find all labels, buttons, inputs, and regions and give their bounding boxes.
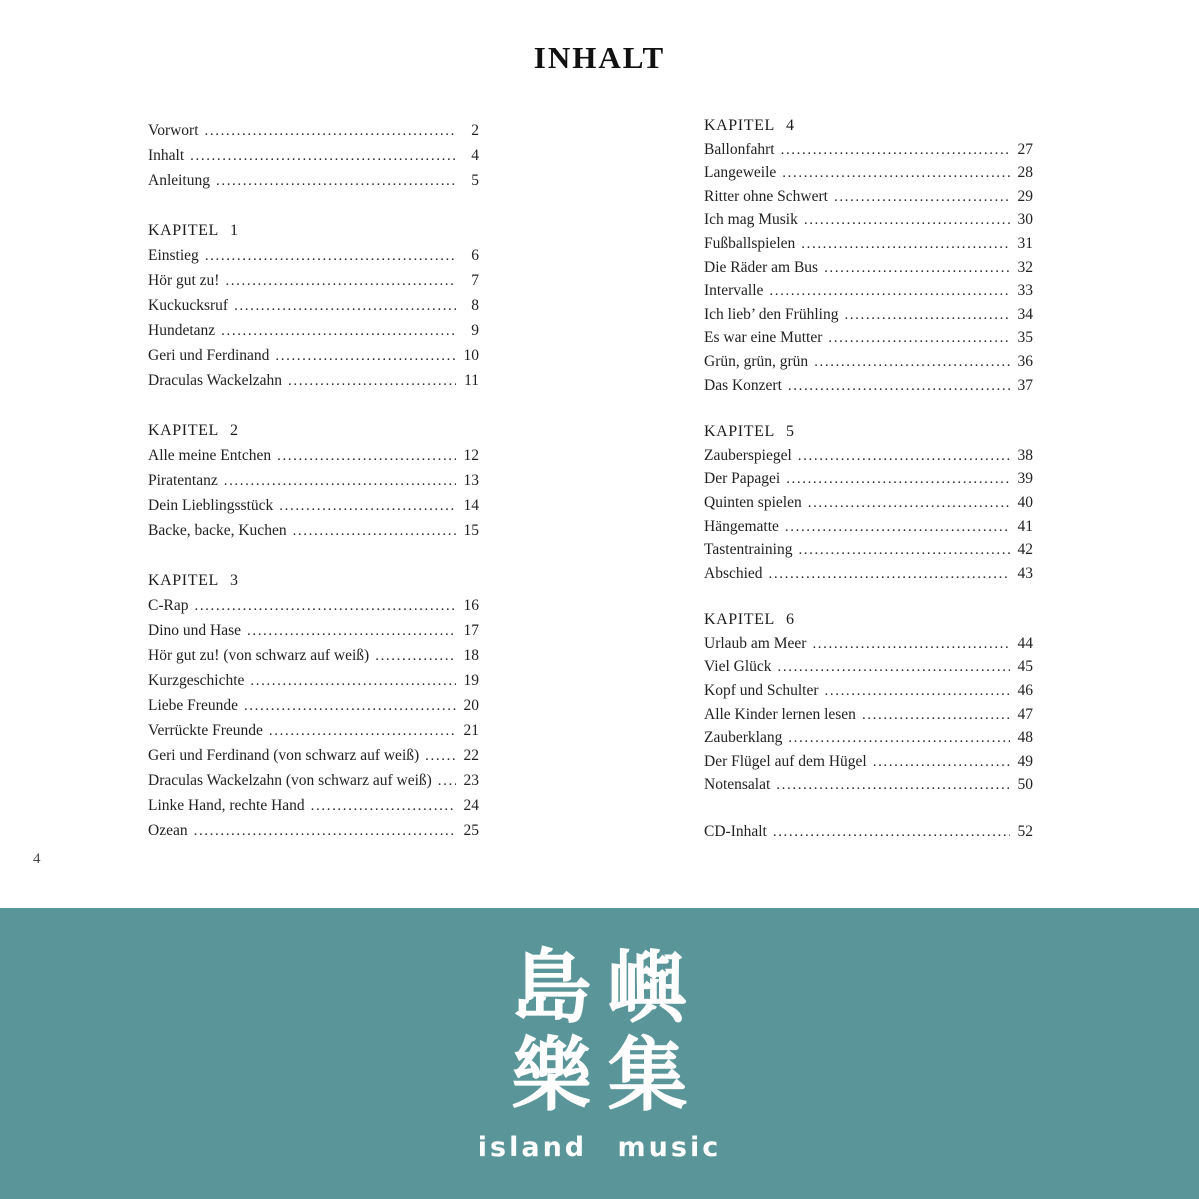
toc-entry: [704, 377, 1033, 401]
toc-entry-page: 15: [463, 522, 479, 539]
dot-leader: [824, 259, 1010, 277]
toc-entry-title: Geri und Ferdinand: [148, 347, 270, 364]
toc-entry: [148, 347, 479, 372]
toc-entry: [148, 672, 479, 697]
toc-entry-title: Liebe Freunde: [148, 697, 238, 714]
toc-entry-page: 12: [463, 447, 479, 464]
page-title: INHALT: [533, 40, 666, 75]
toc-entry-title: Anleitung: [148, 172, 210, 189]
toc-entry-title: Hundetanz: [148, 322, 216, 339]
toc-entry: [148, 447, 479, 472]
dot-leader: [375, 647, 456, 665]
toc-entry-page: 27: [1017, 140, 1033, 158]
toc-entry-title: Hör gut zu! (von schwarz auf weiß): [148, 647, 370, 664]
toc-entry-page: 24: [463, 797, 479, 814]
dot-leader: [801, 235, 1010, 253]
dot-leader: [234, 297, 456, 315]
toc-entry-title: Ich mag Musik: [704, 211, 798, 229]
dot-leader: [224, 472, 456, 490]
toc-entry-title: Ozean: [148, 822, 188, 839]
toc-entry: [148, 747, 479, 772]
toc-entry: [148, 322, 479, 347]
dot-leader: [781, 141, 1010, 159]
toc-entry: [148, 472, 479, 497]
dot-leader: [825, 682, 1010, 700]
toc-entry-title: Ritter ohne Schwert: [704, 187, 828, 205]
toc-entry-title: Fußballspielen: [704, 234, 796, 252]
toc-entry: [704, 541, 1033, 565]
toc-entry-title: Grün, grün, grün: [704, 352, 809, 370]
toc-entry-title: Ich lieb’ den Frühling: [704, 305, 839, 323]
toc-entry: [704, 753, 1033, 777]
toc-entry: [148, 297, 479, 322]
dot-leader: [194, 822, 456, 840]
dot-leader: [873, 753, 1010, 771]
toc-entry-title: Backe, backe, Kuchen: [148, 522, 287, 539]
toc-entry-page: 4: [471, 147, 479, 164]
toc-entry-title: Langeweile: [704, 164, 777, 182]
toc-entry-title: Alle meine Entchen: [148, 447, 272, 464]
toc-section: [148, 222, 479, 397]
logo-cjk-line1: 島嶼: [511, 941, 704, 1034]
toc-entry: [148, 772, 479, 797]
toc-entry-title: Draculas Wackelzahn (von schwarz auf weiß): [148, 772, 432, 789]
toc-entry-title: Linke Hand, rechte Hand: [148, 797, 305, 814]
toc-entry-title: Intervalle: [704, 282, 764, 300]
dot-leader: [205, 122, 456, 140]
toc-entry: [148, 597, 479, 622]
toc-entry-title: Zauberklang: [704, 729, 783, 747]
dot-leader: [769, 282, 1010, 300]
toc-entry-page: 23: [463, 772, 479, 789]
toc-entry: [704, 447, 1033, 471]
dot-leader: [778, 658, 1010, 676]
dot-leader: [828, 329, 1010, 347]
dot-leader: [798, 541, 1010, 559]
footer-band: [0, 908, 1199, 1199]
dot-leader: [862, 706, 1010, 724]
toc-entry-page: 21: [463, 722, 479, 739]
toc-entry-page: 34: [1017, 305, 1033, 323]
page-number: 4: [33, 851, 41, 867]
toc-entry: [704, 353, 1033, 377]
toc-entry-page: 35: [1017, 329, 1033, 347]
dot-leader: [275, 347, 456, 365]
toc-entry: [704, 706, 1033, 730]
toc-entry: [148, 522, 479, 547]
toc-entry-title: Piratentanz: [148, 472, 218, 489]
dot-leader: [288, 372, 456, 390]
toc-entry-page: 6: [471, 247, 479, 264]
toc-entry-title: Urlaub am Meer: [704, 634, 807, 652]
logo-subtitle: island music: [477, 1132, 722, 1163]
toc-entry: [704, 188, 1033, 212]
toc-entry: [704, 518, 1033, 542]
toc-entry-page: 47: [1017, 705, 1033, 723]
toc-entry-page: 22: [463, 747, 479, 764]
dot-leader: [788, 377, 1010, 395]
toc-entry-title: Kuckucksruf: [148, 297, 229, 314]
toc-section: [704, 117, 1033, 400]
toc-entry-page: 9: [471, 322, 479, 339]
toc-entry-page: 7: [471, 272, 479, 289]
dot-leader: [798, 447, 1010, 465]
toc-entry: [704, 235, 1033, 259]
toc-entry: [148, 247, 479, 272]
dot-leader: [293, 522, 456, 540]
toc-entry-page: 20: [463, 697, 479, 714]
toc-entry-page: 10: [463, 347, 479, 364]
toc-entry-title: Geri und Ferdinand (von schwarz auf weiß): [148, 747, 420, 764]
toc-entry-page: 40: [1017, 493, 1033, 511]
dot-leader: [205, 247, 456, 265]
dot-leader: [269, 722, 456, 740]
toc-entry-title: Alle Kinder lernen lesen: [704, 705, 856, 723]
toc-entry-title: Quinten spielen: [704, 493, 802, 511]
toc-entry: [704, 329, 1033, 353]
toc-entry: [148, 647, 479, 672]
toc-entry-page: 48: [1017, 729, 1033, 747]
toc-entry-title: CD-Inhalt: [704, 823, 767, 841]
toc-entry-page: 46: [1017, 682, 1033, 700]
toc-section: [148, 122, 479, 197]
dot-leader: [786, 470, 1010, 488]
toc-entry-page: 45: [1017, 658, 1033, 676]
toc-entry-page: 16: [463, 597, 479, 614]
toc-entry: [148, 497, 479, 522]
toc-entry: [704, 494, 1033, 518]
toc-entry-title: Einstieg: [148, 247, 199, 264]
toc-entry: [704, 306, 1033, 330]
dot-leader: [279, 497, 456, 515]
toc-section: [704, 423, 1033, 588]
toc-entry: [148, 272, 479, 297]
toc-entry-page: 49: [1017, 752, 1033, 770]
toc-entry-title: Viel Glück: [704, 658, 772, 676]
toc-entry-page: 41: [1017, 517, 1033, 535]
toc-entry: [704, 682, 1033, 706]
toc-section: [148, 422, 479, 547]
dot-leader: [311, 797, 456, 815]
dot-leader: [773, 823, 1010, 841]
toc-entry: [148, 622, 479, 647]
toc-entry-title: Der Papagei: [704, 470, 781, 488]
chapter-heading: KAPITEL 3: [148, 572, 239, 589]
toc-entry-page: 17: [463, 622, 479, 639]
dot-leader: [785, 518, 1010, 536]
dot-leader: [438, 772, 456, 790]
toc-entry: [704, 729, 1033, 753]
toc-entry-page: 37: [1017, 376, 1033, 394]
toc-entry: [704, 658, 1033, 682]
toc-entry: [704, 164, 1033, 188]
toc-entry-title: C-Rap: [148, 597, 189, 614]
dot-leader: [247, 622, 456, 640]
toc-entry-page: 43: [1017, 564, 1033, 582]
toc-entry-title: Ballonfahrt: [704, 140, 775, 158]
toc-entry-page: 29: [1017, 187, 1033, 205]
toc-entry: [704, 823, 1033, 847]
dot-leader: [225, 272, 456, 290]
dot-leader: [190, 147, 456, 165]
toc-entry-title: Zauberspiegel: [704, 446, 792, 464]
toc-entry-title: Dino und Hase: [148, 622, 241, 639]
toc-entry-title: Kopf und Schulter: [704, 682, 819, 700]
toc-entry-page: 52: [1017, 823, 1033, 841]
dot-leader: [804, 211, 1010, 229]
toc-entry-title: Abschied: [704, 564, 763, 582]
dot-leader: [782, 164, 1010, 182]
toc-entry-page: 11: [464, 372, 479, 389]
toc-entry-title: Das Konzert: [704, 376, 782, 394]
dot-leader: [814, 353, 1010, 371]
publisher-logo: [477, 941, 722, 1163]
toc-entry-page: 39: [1017, 470, 1033, 488]
toc-entry-page: 42: [1017, 541, 1033, 559]
toc-entry-title: Kurzgeschichte: [148, 672, 245, 689]
toc-entry: [148, 822, 479, 847]
toc-entry-title: Es war eine Mutter: [704, 329, 823, 347]
toc-entry: [148, 722, 479, 747]
toc-entry-page: 19: [463, 672, 479, 689]
dot-leader: [194, 597, 456, 615]
dot-leader: [776, 776, 1010, 794]
dot-leader: [812, 635, 1010, 653]
toc-entry-page: 38: [1017, 446, 1033, 464]
toc-entry-page: 30: [1017, 211, 1033, 229]
toc-entry: [148, 797, 479, 822]
toc-entry-title: Der Flügel auf dem Hügel: [704, 752, 867, 770]
toc-section: [704, 823, 1033, 847]
toc-entry-page: 32: [1017, 258, 1033, 276]
toc-entry-page: 13: [463, 472, 479, 489]
toc-entry-title: Inhalt: [148, 147, 185, 164]
logo-cjk-line2: 樂集: [511, 1029, 704, 1122]
toc-entry-page: 8: [471, 297, 479, 314]
toc-entry-title: Verrückte Freunde: [148, 722, 263, 739]
toc-entry-title: Vorwort: [148, 122, 199, 139]
toc-entry-page: 25: [463, 822, 479, 839]
toc-entry-title: Die Räder am Bus: [704, 258, 819, 276]
toc-entry-page: 44: [1017, 634, 1033, 652]
toc-entry: [148, 172, 479, 197]
toc-section: [704, 611, 1033, 800]
toc-entry-page: 31: [1017, 234, 1033, 252]
toc-entry: [704, 565, 1033, 589]
dot-leader: [277, 447, 456, 465]
dot-leader: [834, 188, 1010, 206]
dot-leader: [844, 306, 1010, 324]
dot-leader: [808, 494, 1010, 512]
toc-entry-page: 33: [1017, 282, 1033, 300]
toc-entry-page: 14: [463, 497, 479, 514]
chapter-heading: KAPITEL 5: [704, 423, 795, 441]
toc-entry: [704, 211, 1033, 235]
toc-entry-title: Dein Lieblingsstück: [148, 497, 274, 514]
dot-leader: [788, 729, 1010, 747]
toc-entry-title: Tastentraining: [704, 541, 793, 559]
toc-entry: [704, 259, 1033, 283]
toc-entry-title: Hängematte: [704, 517, 779, 535]
toc-entry: [704, 282, 1033, 306]
chapter-heading: KAPITEL 2: [148, 422, 239, 439]
toc-entry: [704, 141, 1033, 165]
toc-column-left: [148, 122, 479, 852]
table-of-contents: [0, 117, 1199, 852]
toc-entry-title: Hör gut zu!: [148, 272, 220, 289]
chapter-heading: KAPITEL 6: [704, 611, 795, 629]
toc-entry-title: Draculas Wackelzahn: [148, 372, 283, 389]
toc-entry-page: 2: [471, 122, 479, 139]
chapter-heading: KAPITEL 1: [148, 222, 239, 239]
toc-entry-page: 50: [1017, 776, 1033, 794]
toc-entry: [148, 122, 479, 147]
dot-leader: [216, 172, 456, 190]
dot-leader: [250, 672, 456, 690]
toc-entry: [704, 470, 1033, 494]
toc-entry-page: 5: [471, 172, 479, 189]
dot-leader: [244, 697, 456, 715]
toc-entry: [704, 635, 1033, 659]
toc-entry: [148, 697, 479, 722]
toc-column-right: [704, 117, 1033, 847]
dot-leader: [221, 322, 456, 340]
toc-entry: [148, 147, 479, 172]
toc-section: [148, 572, 479, 847]
toc-entry-page: 18: [463, 647, 479, 664]
toc-entry: [148, 372, 479, 397]
toc-entry: [704, 776, 1033, 800]
chapter-heading: KAPITEL 4: [704, 117, 795, 134]
toc-entry-page: 36: [1017, 352, 1033, 370]
dot-leader: [425, 747, 456, 765]
dot-leader: [769, 565, 1010, 583]
toc-entry-title: Notensalat: [704, 776, 771, 794]
toc-entry-page: 28: [1017, 164, 1033, 182]
